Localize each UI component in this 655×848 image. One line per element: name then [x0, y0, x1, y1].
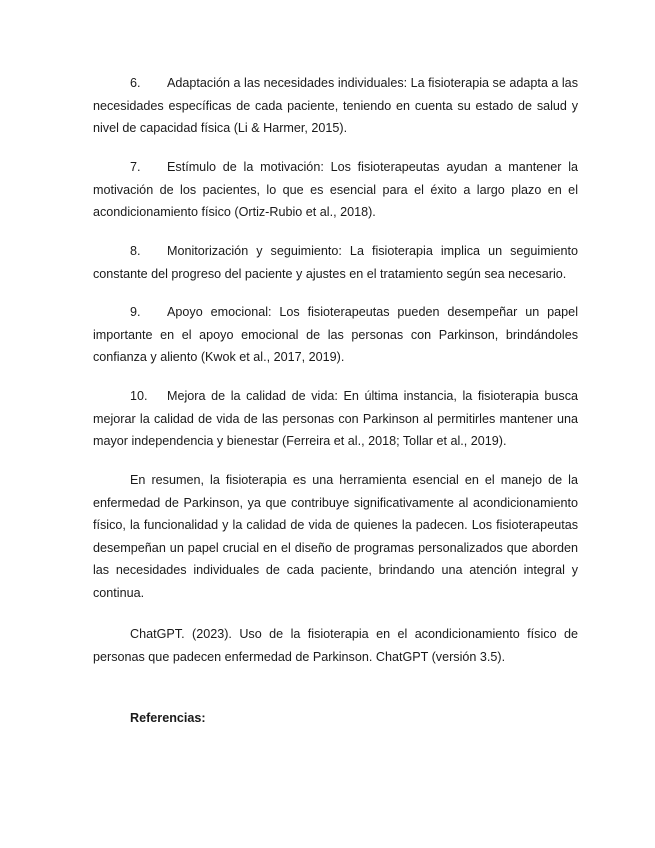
summary-paragraph: En resumen, la fisioterapia es una herramienta esencial en el manejo de la enfermedad de Parkinson, ya que contribuye significativamente al acondicionamiento físico, la funcionalidad y la calidad de vida de quienes la padecen. Los fisioterapeutas desempeñan un papel crucial en el diseño de programas personalizados que aborden las necesidades individuales de cada paciente, brindando una atención integral y continua.: [93, 473, 578, 600]
list-item-number: 6.: [130, 76, 141, 90]
list-item-number: 10.: [130, 389, 148, 403]
list-item: [93, 385, 578, 453]
list-item: [93, 301, 578, 369]
references-heading: Referencias:: [130, 711, 206, 725]
list-item: [93, 72, 578, 140]
list-item-number: 9.: [130, 305, 141, 319]
list-item-text: Apoyo emocional: Los fisioterapeutas pueden desempeñar un papel importante en el apoyo emocional de las personas con Parkinson, brindándoles confianza y aliento (Kwok et al., 2017, 2019).: [93, 305, 578, 364]
list-item-number: 8.: [130, 244, 141, 258]
list-item: [93, 156, 578, 224]
list-item-text: Adaptación a las necesidades individuales: La fisioterapia se adapta a las necesidades específicas de cada paciente, teniendo en cuenta su estado de salud y nivel de capacidad física (Li & Harmer, 2015).: [93, 76, 578, 135]
list-item-text: Mejora de la calidad de vida: En última instancia, la fisioterapia busca mejorar la calidad de vida de las personas con Parkinson al permitirles mantener una mayor independencia y bienestar (Ferreira et al., 2018; Tollar et al., 2019).: [93, 389, 578, 448]
list-item-text: Estímulo de la motivación: Los fisioterapeutas ayudan a mantener la motivación de los pacientes, lo que es esencial para el éxito a largo plazo en el acondicionamiento físico (Ortiz-Rubio et al., 2018).: [93, 160, 578, 219]
list-item-text: Monitorización y seguimiento: La fisioterapia implica un seguimiento constante del progreso del paciente y ajustes en el tratamiento según sea necesario.: [93, 244, 578, 281]
list-item-number: 7.: [130, 160, 141, 174]
citation-paragraph: ChatGPT. (2023). Uso de la fisioterapia en el acondicionamiento físico de personas que padecen enfermedad de Parkinson. ChatGPT (versión 3.5).: [93, 627, 578, 664]
list-item: [93, 240, 578, 285]
